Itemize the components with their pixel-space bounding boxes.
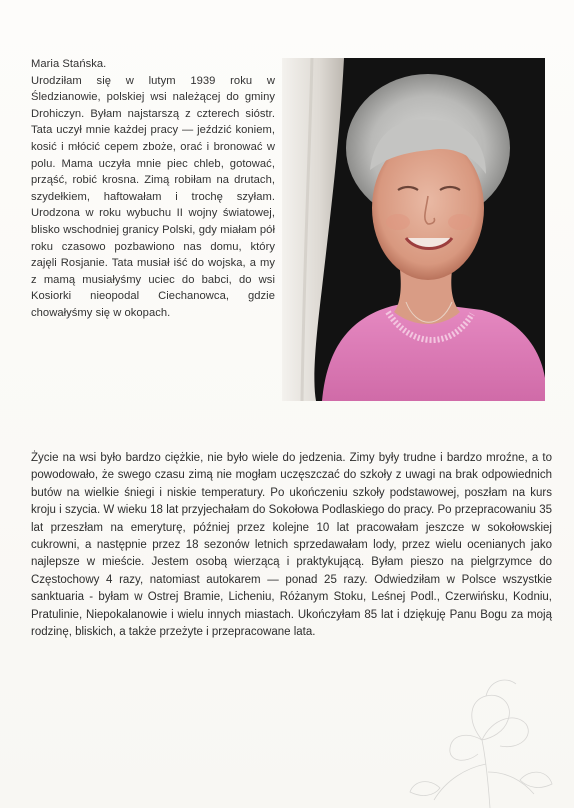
decorative-flower-illustration <box>370 660 570 808</box>
person-name: Maria Stańska. <box>31 58 107 70</box>
intro-biography: Urodziłam się w lutym 1939 roku w Śledzianowie, polskiej wsi należącej do gminy Drohiczyn. Byłam najstarszą z czterech sióstr. Tata uczył mnie każdej pracy — jeździć koniem, kosić i młócić cepem zboże, orać i bronować w polu. Mama uczyła mnie piec chleb, gotować, prząść, robić krosna. Zimą robiłam na drutach, szydełkiem, haftowałam i trochę szyłam. Urodzona w roku wybuchu II wojny światowej, blisko wschodniej granicy Polski, gdy miałam pół roku czasowo pozbawiono nas domu, który zajęli Rosjanie. Tata musiał iść do wojska, a my z mamą musiałyśmy uciec do babci, do wsi Kosiorki nieopodal Ciechanowca, gdzie chowałyśmy się w okopach. <box>31 74 275 319</box>
intro-text-block <box>31 56 275 322</box>
portrait-photo <box>282 58 545 401</box>
life-story-paragraph: Życie na wsi było bardzo ciężkie, nie było wiele do jedzenia. Zimy były trudne i bardzo mroźne, a to powodowało, że swego czasu zimą nie mogłam uczęszczać do szkoły z uwagi na brak odpowiednich butów na wielkie śniegi i niskie temperatury. Po ukończeniu szkoły podstawowej, poszłam na kurs kroju i szycia. W wieku 18 lat przyjechałam do Sokołowa Podlaskiego do pracy. Po przepracowaniu 35 lat przeszłam na emeryturę, później przez kolejne 10 lat pracowałam jeszcze w sokołowskiej cukrowni, a następnie przez 18 sezonów letnich sprzedawałam lody, przez wielu ocenianych jako najlepsze w mieście. Jestem osobą wierzącą i praktykującą. Byłam pieszo na pielgrzymce do Częstochowy 4 razy, natomiast autokarem — ponad 25 razy. Odwiedziłam w Polsce wszystkie sanktuaria - byłam w Ostrej Bramie, Licheniu, Różanym Stoku, Leśnej Podl., Czerwińsku, Kodniu, Pratulinie, Niepokalanowie i wielu innych miastach. Ukończyłam 85 lat i dziękuję Panu Bogu za moją rodzinę, bliskich, a także przeżyte i przepracowane lata. <box>31 452 552 639</box>
